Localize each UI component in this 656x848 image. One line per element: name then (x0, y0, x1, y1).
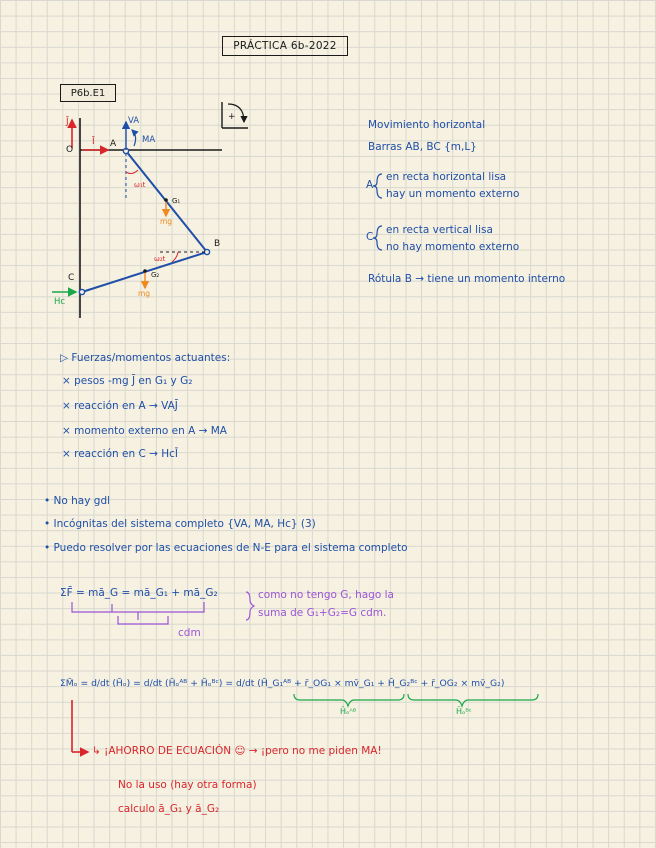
eq2-sub-bc: H̄ₒᴮᶜ (456, 707, 472, 716)
note-rotula: Rótula B → tiene un momento interno (368, 273, 566, 285)
conclusion-line3: calculo ā_G₁ y ā_G₂ (118, 803, 220, 815)
eq1-note-line1: como no tengo G, hago la (258, 589, 394, 601)
origin-label: O (66, 145, 74, 155)
note-bars: Barras AB, BC {m,L} (368, 141, 477, 153)
conclusion-line1: ↳ ¡AHORRO DE ECUACIÓN ☺ → ¡pero no me piden MA! (92, 745, 382, 757)
brace-a-icon (373, 174, 382, 198)
equation-force: ΣF̄ = mā_G = mā_G₁ + mā_G₂ (60, 587, 218, 599)
force-item-reaction-c: × reacción en C → HcĪ (62, 448, 179, 460)
forces-header: ▷ Fuerzas/momentos actuantes: (60, 352, 231, 364)
va-label: VA (128, 116, 140, 126)
point-c-label: C (68, 273, 75, 283)
omega2-label: ω₂t (154, 255, 166, 263)
mg1-label: mg (160, 217, 173, 226)
eq2-underbrace-2-icon (408, 694, 538, 706)
ma-label: MA (142, 135, 156, 145)
omega1-label: ω₁t (134, 181, 146, 189)
g1-label: G₁ (172, 197, 181, 205)
force-item-moment-a: × momento externo en A → MA (62, 425, 227, 437)
equation-moment: ΣM̄ₒ = d/dt (H̄ₒ) = d/dt (H̄ₒᴬᴮ + H̄ₒᴮᶜ) = d/dt (H̄_G₁ᴬᴮ + r̄_OG₁ × mv̄_G₁ + H̄_G₂ᴮᶜ + r̄_OG₂ × mv̄_G₂) (60, 678, 505, 689)
note-a-label: A (366, 179, 374, 191)
eq1-note-line2: suma de G₁+G₂=G cdm. (258, 607, 387, 619)
hc-label: Hc (54, 297, 66, 307)
point-b-label: B (214, 239, 221, 249)
axis-j-label: J̄ (66, 117, 69, 127)
eq1-brace-icon (246, 592, 254, 620)
bullet-gdl: • No hay gdl (44, 495, 111, 507)
point-a-label: A (110, 139, 117, 149)
i-vector-label: Ī (92, 137, 95, 147)
force-item-weights: × pesos -mg J̄ en G₁ y G₂ (62, 375, 193, 387)
eq2-sub-ab: H̄ₒᴬᴮ (340, 707, 357, 716)
bullet-unknowns: • Incógnitas del sistema completo {VA, MA, Hc} (3) (44, 518, 316, 530)
brace-c-icon (373, 226, 382, 250)
eq1-cdm-label: cdm (178, 627, 201, 639)
mg2-label: mg (138, 289, 151, 298)
force-item-reaction-a: × reacción en A → VAJ̄ (62, 400, 178, 412)
bullet-ne: • Puedo resolver por las ecuaciones de N-E para el sistema completo (44, 542, 408, 554)
note-movement: Movimiento horizontal (368, 119, 486, 131)
conclusion-line2: No la uso (hay otra forma) (118, 779, 257, 791)
note-c-label: C (366, 231, 374, 243)
eq1-bracket-icon (72, 602, 204, 612)
ma-moment-icon (132, 130, 136, 146)
page-title: PRÁCTICA 6b-2022 (222, 36, 348, 56)
rotation-sign-label: + (228, 112, 236, 122)
note-a-line2: hay un momento externo (386, 188, 520, 200)
note-a-line1: en recta horizontal lisa (386, 171, 507, 183)
g2-label: G₂ (151, 271, 160, 279)
problem-label: P6b.E1 (60, 84, 116, 102)
note-c-line2: no hay momento externo (386, 241, 520, 253)
note-c-line1: en recta vertical lisa (386, 224, 493, 236)
eq2-underbrace-1-icon (294, 694, 404, 706)
